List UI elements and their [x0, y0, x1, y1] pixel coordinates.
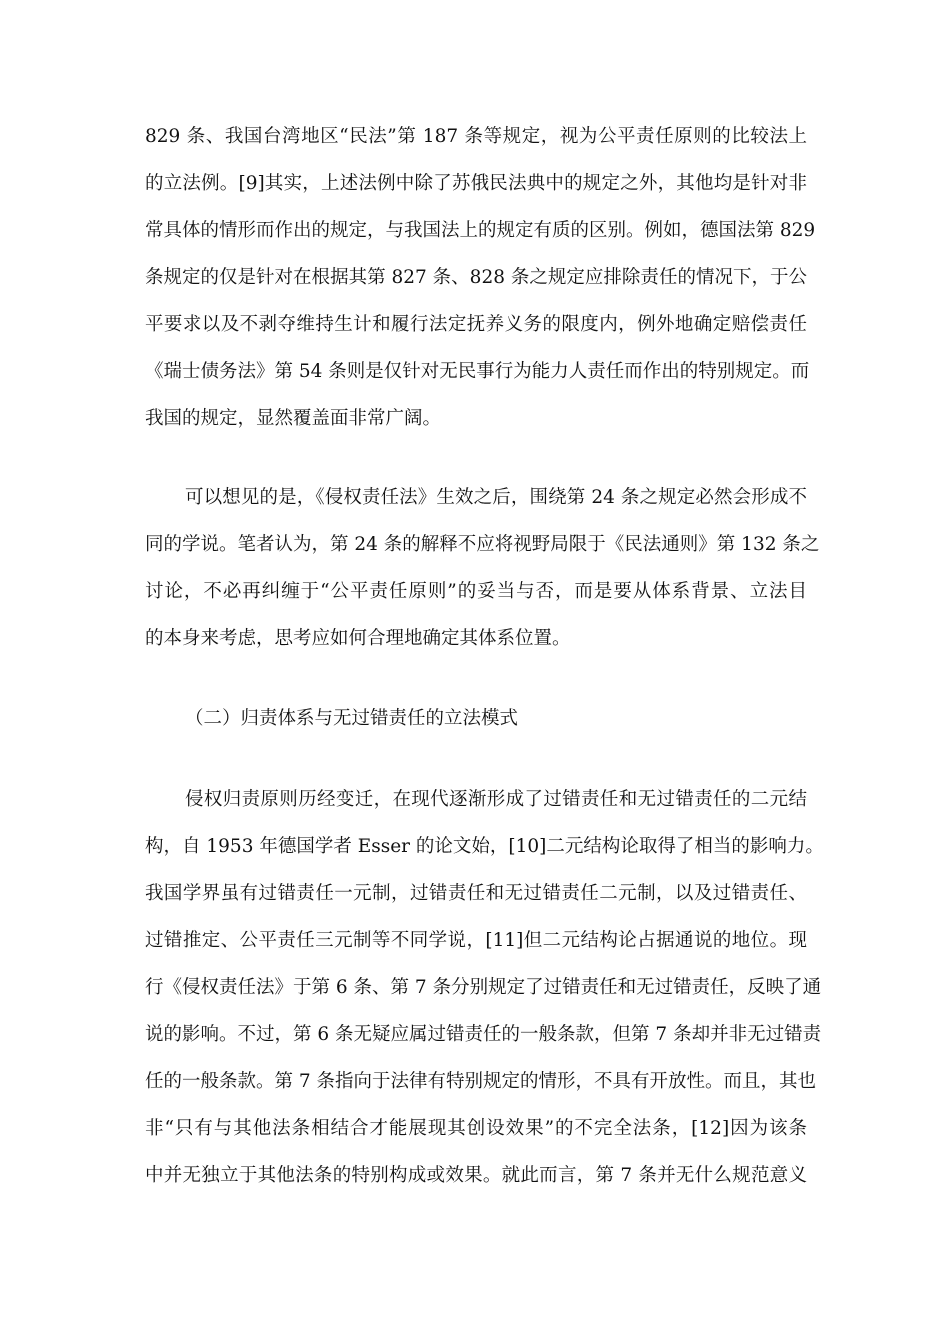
paragraph-3-line-1: 侵权归责原则历经变迁，在现代逐渐形成了过错责任和无过错责任的二元结 — [185, 789, 807, 810]
paragraph-1-line-3: 常具体的情形而作出的规定，与我国法上的规定有质的区别。例如，德国法第 829 — [145, 220, 816, 241]
paragraph-3-line-6: 说的影响。不过，第 6 条无疑应属过错责任的一般条款，但第 7 条却并非无过错责 — [145, 1024, 822, 1045]
paragraph-3-line-4: 过错推定、公平责任三元制等不同学说，[11]但二元结构论占据通说的地位。现 — [145, 930, 807, 951]
paragraph-2-line-2: 同的学说。笔者认为，第 24 条的解释不应将视野局限于《民法通则》第 132 条之 — [145, 534, 820, 555]
paragraph-3-line-9: 中并无独立于其他法条的特别构成或效果。就此而言，第 7 条并无什么规范意义 — [145, 1165, 807, 1186]
paragraph-1-line-5: 平要求以及不剥夺维持生计和履行法定抚养义务的限度内，例外地确定赔偿责任 — [145, 314, 807, 335]
paragraph-3-line-8: 非“只有与其他法条相结合才能展现其创设效果”的不完全法条，[12]因为该条 — [145, 1118, 807, 1139]
paragraph-1-line-6: 《瑞士债务法》第 54 条则是仅针对无民事行为能力人责任而作出的特别规定。而 — [145, 361, 810, 382]
paragraph-1-line-2: 的立法例。[9]其实，上述法例中除了苏俄民法典中的规定之外，其他均是针对非 — [145, 173, 807, 194]
paragraph-3-line-3: 我国学界虽有过错责任一元制，过错责任和无过错责任二元制，以及过错责任、 — [145, 883, 807, 904]
paragraph-2-line-3: 讨论，不必再纠缠于“公平责任原则”的妥当与否，而是要从体系背景、立法目 — [145, 581, 807, 602]
paragraph-2-line-1: 可以想见的是，《侵权责任法》生效之后，围绕第 24 条之规定必然会形成不 — [185, 487, 807, 508]
paragraph-1-line-1: 829 条、我国台湾地区“民法”第 187 条等规定，视为公平责任原则的比较法上 — [145, 126, 807, 147]
paragraph-2-line-4: 的本身来考虑，思考应如何合理地确定其体系位置。 — [145, 628, 571, 649]
section-heading: （二）归责体系与无过错责任的立法模式 — [185, 708, 519, 729]
paragraph-1-line-4: 条规定的仅是针对在根据其第 827 条、828 条之规定应排除责任的情况下，于公 — [145, 267, 807, 288]
paragraph-3-line-7: 任的一般条款。第 7 条指向于法律有特别规定的情形，不具有开放性。而且，其也 — [145, 1071, 817, 1092]
paragraph-3-line-2: 构，自 1953 年德国学者 Esser 的论文始，[10]二元结构论取得了相当的影响力。 — [145, 836, 824, 857]
paragraph-3-line-5: 行《侵权责任法》于第 6 条、第 7 条分别规定了过错责任和无过错责任，反映了通 — [145, 977, 822, 998]
paragraph-1-line-7: 我国的规定，显然覆盖面非常广阔。 — [145, 408, 442, 429]
